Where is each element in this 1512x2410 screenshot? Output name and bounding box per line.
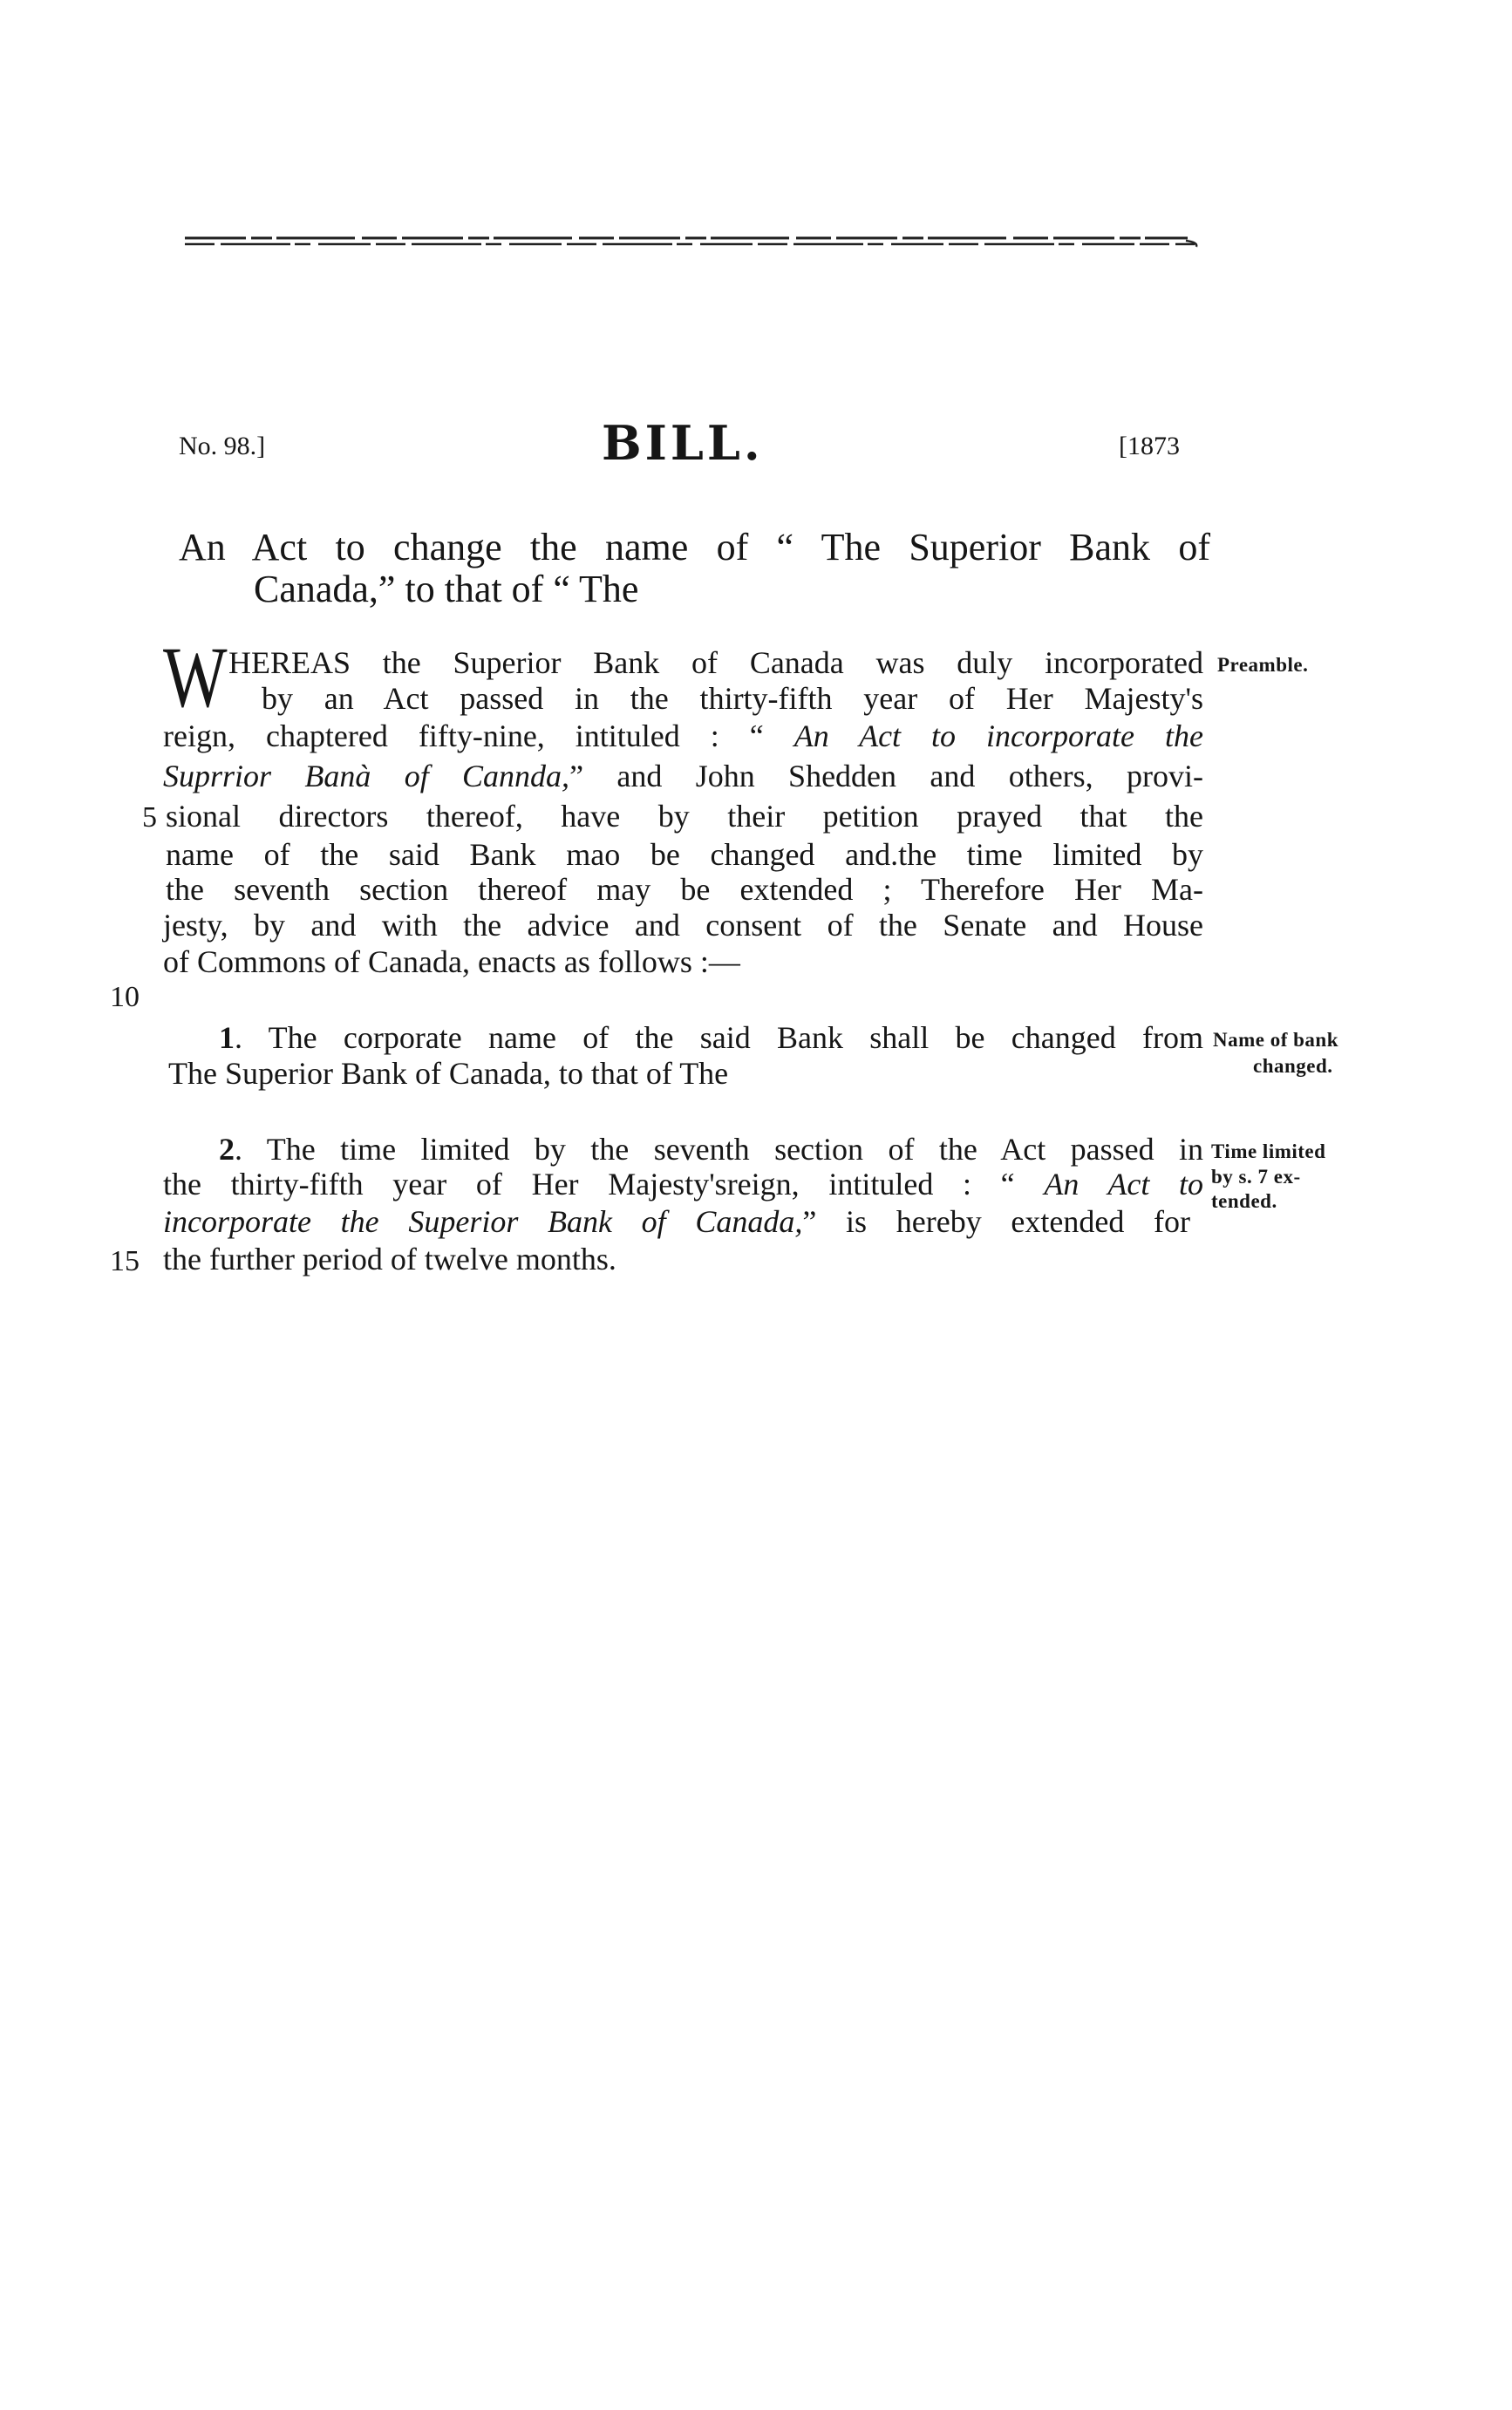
section-number: 1 — [219, 1020, 235, 1055]
section-text: . The time limited by the seventh section of the Act passed in — [235, 1132, 1203, 1167]
margin-note-time-extended: tended. — [1211, 1190, 1277, 1212]
preamble-line — [163, 718, 1203, 754]
margin-note-time-extended: by s. 7 ex- — [1211, 1166, 1301, 1188]
section-2-line — [163, 1166, 1203, 1202]
section-number: 2 — [219, 1132, 235, 1167]
line-number-10: 10 — [110, 981, 140, 1013]
section-1-line — [219, 1019, 1203, 1056]
bill-number: No. 98.] — [179, 432, 266, 460]
header-rule — [185, 232, 1205, 251]
preamble-line: of Commons of Canada, enacts as follows :— — [163, 944, 740, 979]
bill-title-line-1: An Act to change the name of “ The Superior Bank of — [179, 526, 1210, 568]
section-2-line — [219, 1131, 1203, 1168]
section-text: . The corporate name of the said Bank shall be changed from — [235, 1020, 1203, 1055]
margin-note-name-changed: Name of bank — [1213, 1029, 1339, 1051]
section-2-line: the further period of twelve months. — [163, 1242, 616, 1276]
bill-heading: BILL. — [602, 415, 764, 471]
drop-cap: W — [163, 629, 228, 725]
preamble-line: name of the said Bank mao be changed and.the time limited by — [166, 837, 1203, 872]
margin-note-name-changed: changed. — [1253, 1055, 1333, 1077]
preamble-line-text: reign, chaptered fifty-nine, intituled : “ — [163, 718, 794, 753]
line-number-5: 5 — [142, 801, 157, 834]
preamble-line: jesty, by and with the advice and consent of the Senate and House — [163, 908, 1203, 943]
act-title-citation: An Act to incorporate the — [793, 718, 1203, 753]
section-text: ” is hereby extended for — [802, 1204, 1190, 1239]
margin-note-preamble: Preamble. — [1217, 654, 1309, 676]
act-title-citation: incorporate the Superior Bank of Canada, — [163, 1204, 803, 1239]
section-1-line: The Superior Bank of Canada, to that of The — [168, 1056, 729, 1091]
preamble-line: sional directors thereof, have by their petition prayed that the — [166, 799, 1203, 834]
act-title-citation: An Act to — [1044, 1167, 1204, 1202]
preamble-line: the seventh section thereof may be extended ; Therefore Her Ma- — [166, 872, 1203, 907]
section-2-line — [163, 1203, 1190, 1240]
bill-title-line-2: Canada,” to that of “ The — [254, 568, 639, 610]
section-text: the thirty-fifth year of Her Majesty'sreign, intituled : “ — [163, 1167, 1045, 1202]
preamble-line: HEREAS the Superior Bank of Canada was duly incorporated — [228, 645, 1203, 680]
margin-note-time-extended: Time limited — [1211, 1140, 1326, 1162]
act-title-citation: Suprrior Banà of Cannda, — [163, 759, 570, 793]
preamble-line-text: ” and John Shedden and others, provi- — [569, 759, 1203, 793]
line-number-15: 15 — [110, 1245, 140, 1277]
preamble-line — [163, 758, 1203, 794]
preamble-line: by an Act passed in the thirty-fifth year of Her Majesty's — [262, 681, 1203, 716]
bill-year: [1873 — [1119, 432, 1180, 460]
